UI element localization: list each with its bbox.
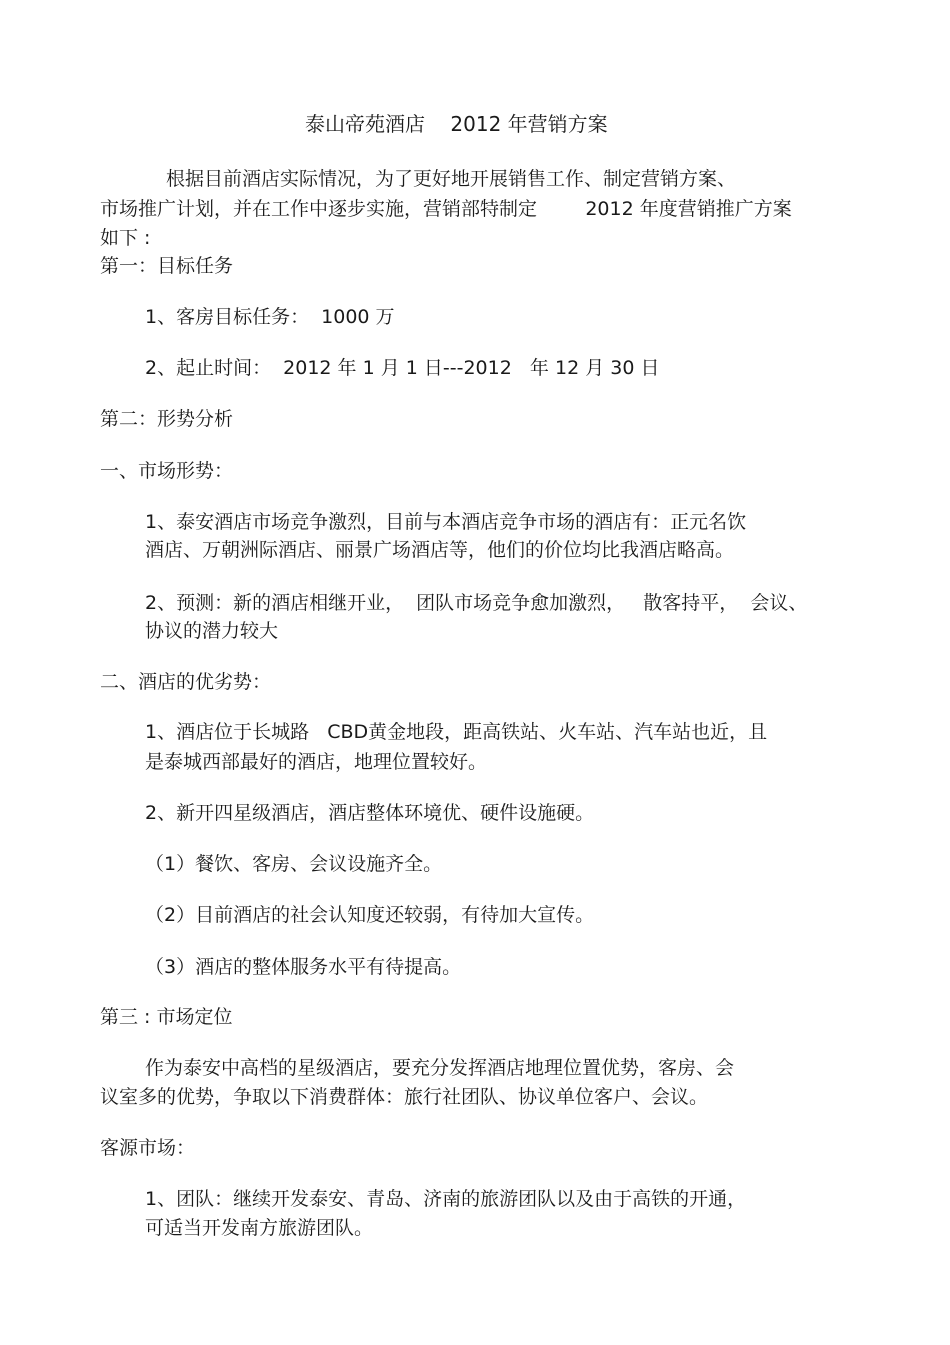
source-item-1-line-1: 1、团队：继续开发泰安、青岛、济南的旅游团队以及由于高铁的开通，: [145, 1188, 747, 1210]
market-item-2-line-1: 2、预测：新的酒店相继开业， 团队市场竞争愈加激烈， 散客持平， 会议、: [145, 592, 808, 614]
document-title: 泰山帝苑酒店 2012 年营销方案: [305, 112, 608, 136]
intro-line-3: 如下 :: [100, 227, 151, 249]
market-item-1-line-1: 1、泰安酒店市场竞争激烈，目前与本酒店竞争市场的酒店有：正元名饮: [145, 511, 747, 533]
intro-line-2: 市场推广计划，并在工作中逐步实施，营销部特制定 2012 年度营销推广方案: [100, 198, 792, 220]
section-1-heading: 第一：目标任务: [100, 255, 234, 277]
section-3-heading: 第三 : 市场定位: [100, 1006, 233, 1028]
advantage-sub-3: （3）酒店的整体服务水平有待提高。: [145, 956, 462, 978]
positioning-line-2: 议室多的优势，争取以下消费群体：旅行社团队、协议单位客户、会议。: [100, 1086, 709, 1108]
advantage-item-2: 2、新开四星级酒店，酒店整体环境优、硬件设施硬。: [145, 802, 595, 824]
advantage-sub-1: （1）餐饮、客房、会议设施齐全。: [145, 853, 443, 875]
source-item-1-line-2: 可适当开发南方旅游团队。: [145, 1217, 374, 1239]
market-item-1-line-2: 酒店、万朝洲际酒店、丽景广场酒店等，他们的价位均比我酒店略高。: [145, 539, 735, 561]
source-market-heading: 客源市场：: [100, 1137, 196, 1159]
section-2-heading: 第二：形势分析: [100, 408, 234, 430]
advantages-heading: 二、酒店的优劣势：: [100, 671, 272, 693]
positioning-line-1: 作为泰安中高档的星级酒店，要充分发挥酒店地理位置优势，客房、会: [145, 1057, 735, 1079]
market-situation-heading: 一、市场形势：: [100, 460, 234, 482]
advantage-item-1-line-2: 是泰城西部最好的酒店，地理位置较好。: [145, 751, 488, 773]
market-item-2-line-2: 协议的潜力较大: [145, 620, 279, 642]
target-task-item: 1、客房目标任务： 1000 万: [145, 306, 395, 328]
advantage-item-1-line-1: 1、酒店位于长城路 CBD黄金地段，距高铁站、火车站、汽车站也近，且: [145, 721, 768, 743]
period-item: 2、起止时间： 2012 年 1 月 1 日---2012 年 12 月 30 日: [145, 357, 660, 379]
intro-line-1: 根据目前酒店实际情况，为了更好地开展销售工作、制定营销方案、: [166, 168, 737, 190]
advantage-sub-2: （2）目前酒店的社会认知度还较弱，有待加大宣传。: [145, 904, 595, 926]
